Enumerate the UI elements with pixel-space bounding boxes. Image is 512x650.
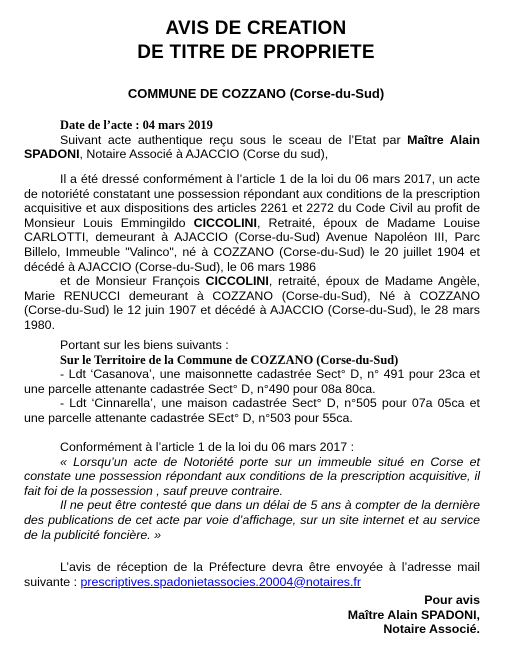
body-paragraph-2 [24, 274, 480, 332]
signature-line-3: Notaire Associé. [383, 622, 480, 637]
intro-text-1: Suivant acte authentique reçu sous le sceau de l’Etat par [60, 132, 408, 147]
quote-paragraph-2: Il ne peut être contesté que dans un délai de 5 ans à compter de la dernière des publications de cet acte par voie d’affichage, sur un site internet et au service de la publicité foncière. » [24, 498, 480, 542]
biens-territoire: Sur le Territoire de la Commune de COZZANO (Corse-du-Sud) [60, 352, 399, 367]
body2-text-2: , retraité, époux de Madame Angèle, Marie RENUCCI demeurant à COZZANO (Corse-du-Sud), Né à COZZANO (Corse-du-Sud) le 12 juin 1907 et décédé à AJACCIO (Corse-du-Sud), le 28 mars 1980. [24, 274, 480, 332]
signature-line-1: Pour avis [424, 593, 480, 607]
biens-intro: Portant sur les biens suivants : [60, 338, 229, 352]
intro-text-2: , Notaire Associé à AJACCIO (Corse du sud), [79, 147, 329, 162]
signature-block [348, 593, 480, 637]
notary-email-link[interactable]: prescriptives.spadonietassocies.20004@notaires.fr [80, 574, 361, 589]
biens-item-2: - Ldt ‘Cinnarella’, une maison cadastrée Sect° D, n°505 pour 07a 05ca et une parcelle attenante cadastrée SEct° D, n°503 pour 55ca. [24, 396, 480, 425]
reception-block [24, 560, 480, 589]
biens-block [24, 338, 480, 426]
law-block [24, 440, 480, 542]
commune-heading: COMMUNE DE COZZANO (Corse-du-Sud) [127, 86, 385, 101]
reception-paragraph [24, 560, 480, 589]
beneficiary-name-1: CICCOLINI [193, 215, 257, 230]
body1-text-2: , Retraité, époux de Madame Louise CARLOTTI, demeurant à AJACCIO (Corse-du-Sud) Avenue Napoléon III, Parc Billelo, Immeuble "Valinco", né à COZZANO (Corse-du-Sud) le 20 juillet 1904 et décédé à AJACCIO (Corse-du-Sud), le 06 mars 1986 [24, 215, 480, 274]
reception-text: L’avis de réception de la Préfecture devra être envoyée à l’adresse mail suivante : [24, 560, 480, 589]
body2-text-1: et de Monsieur François [60, 274, 206, 289]
notary-name: Maître Alain SPADONI [24, 132, 480, 162]
intro-block [24, 118, 480, 162]
body-paragraph-1 [24, 172, 480, 274]
signature-line-2: Maître Alain SPADONI, [347, 607, 480, 622]
beneficiary-name-2: CICCOLINI [205, 274, 269, 289]
biens-item-1: - Ldt ‘Casanova’, une maisonnette cadastrée Sect° D, n° 491 pour 23ca et une parcelle attenante cadastrée Sect° D, n°490 pour 08a 80ca. [24, 367, 480, 396]
intro-paragraph [24, 133, 480, 162]
title-line-1: AVIS DE CREATION [165, 18, 347, 39]
quote-paragraph-1: « Lorsqu’un acte de Notoriété porte sur un immeuble situé en Corse et constate une possession répondant aux conditions de la prescription acquisitive, il fait foi de la possession , sauf preuve contraire. [24, 454, 480, 498]
date-acte: Date de l’acte : 04 mars 2019 [60, 118, 213, 132]
body1-text-1: Il a été dressé conformément à l’article 1 de la loi du 06 mars 2017, un acte de notoriété constatant une possession répondant aux conditions de la prescription acquisitive et aux dispositions des articles 2261 et 2272 du Code Civil au profit de Monsieur Louis Emmingildo [24, 172, 480, 230]
conformement-text: Conformément à l’article 1 de la loi du 06 mars 2017 : [60, 440, 355, 454]
body-block [24, 172, 480, 333]
title-line-2: DE TITRE DE PROPRIETE [137, 42, 375, 63]
